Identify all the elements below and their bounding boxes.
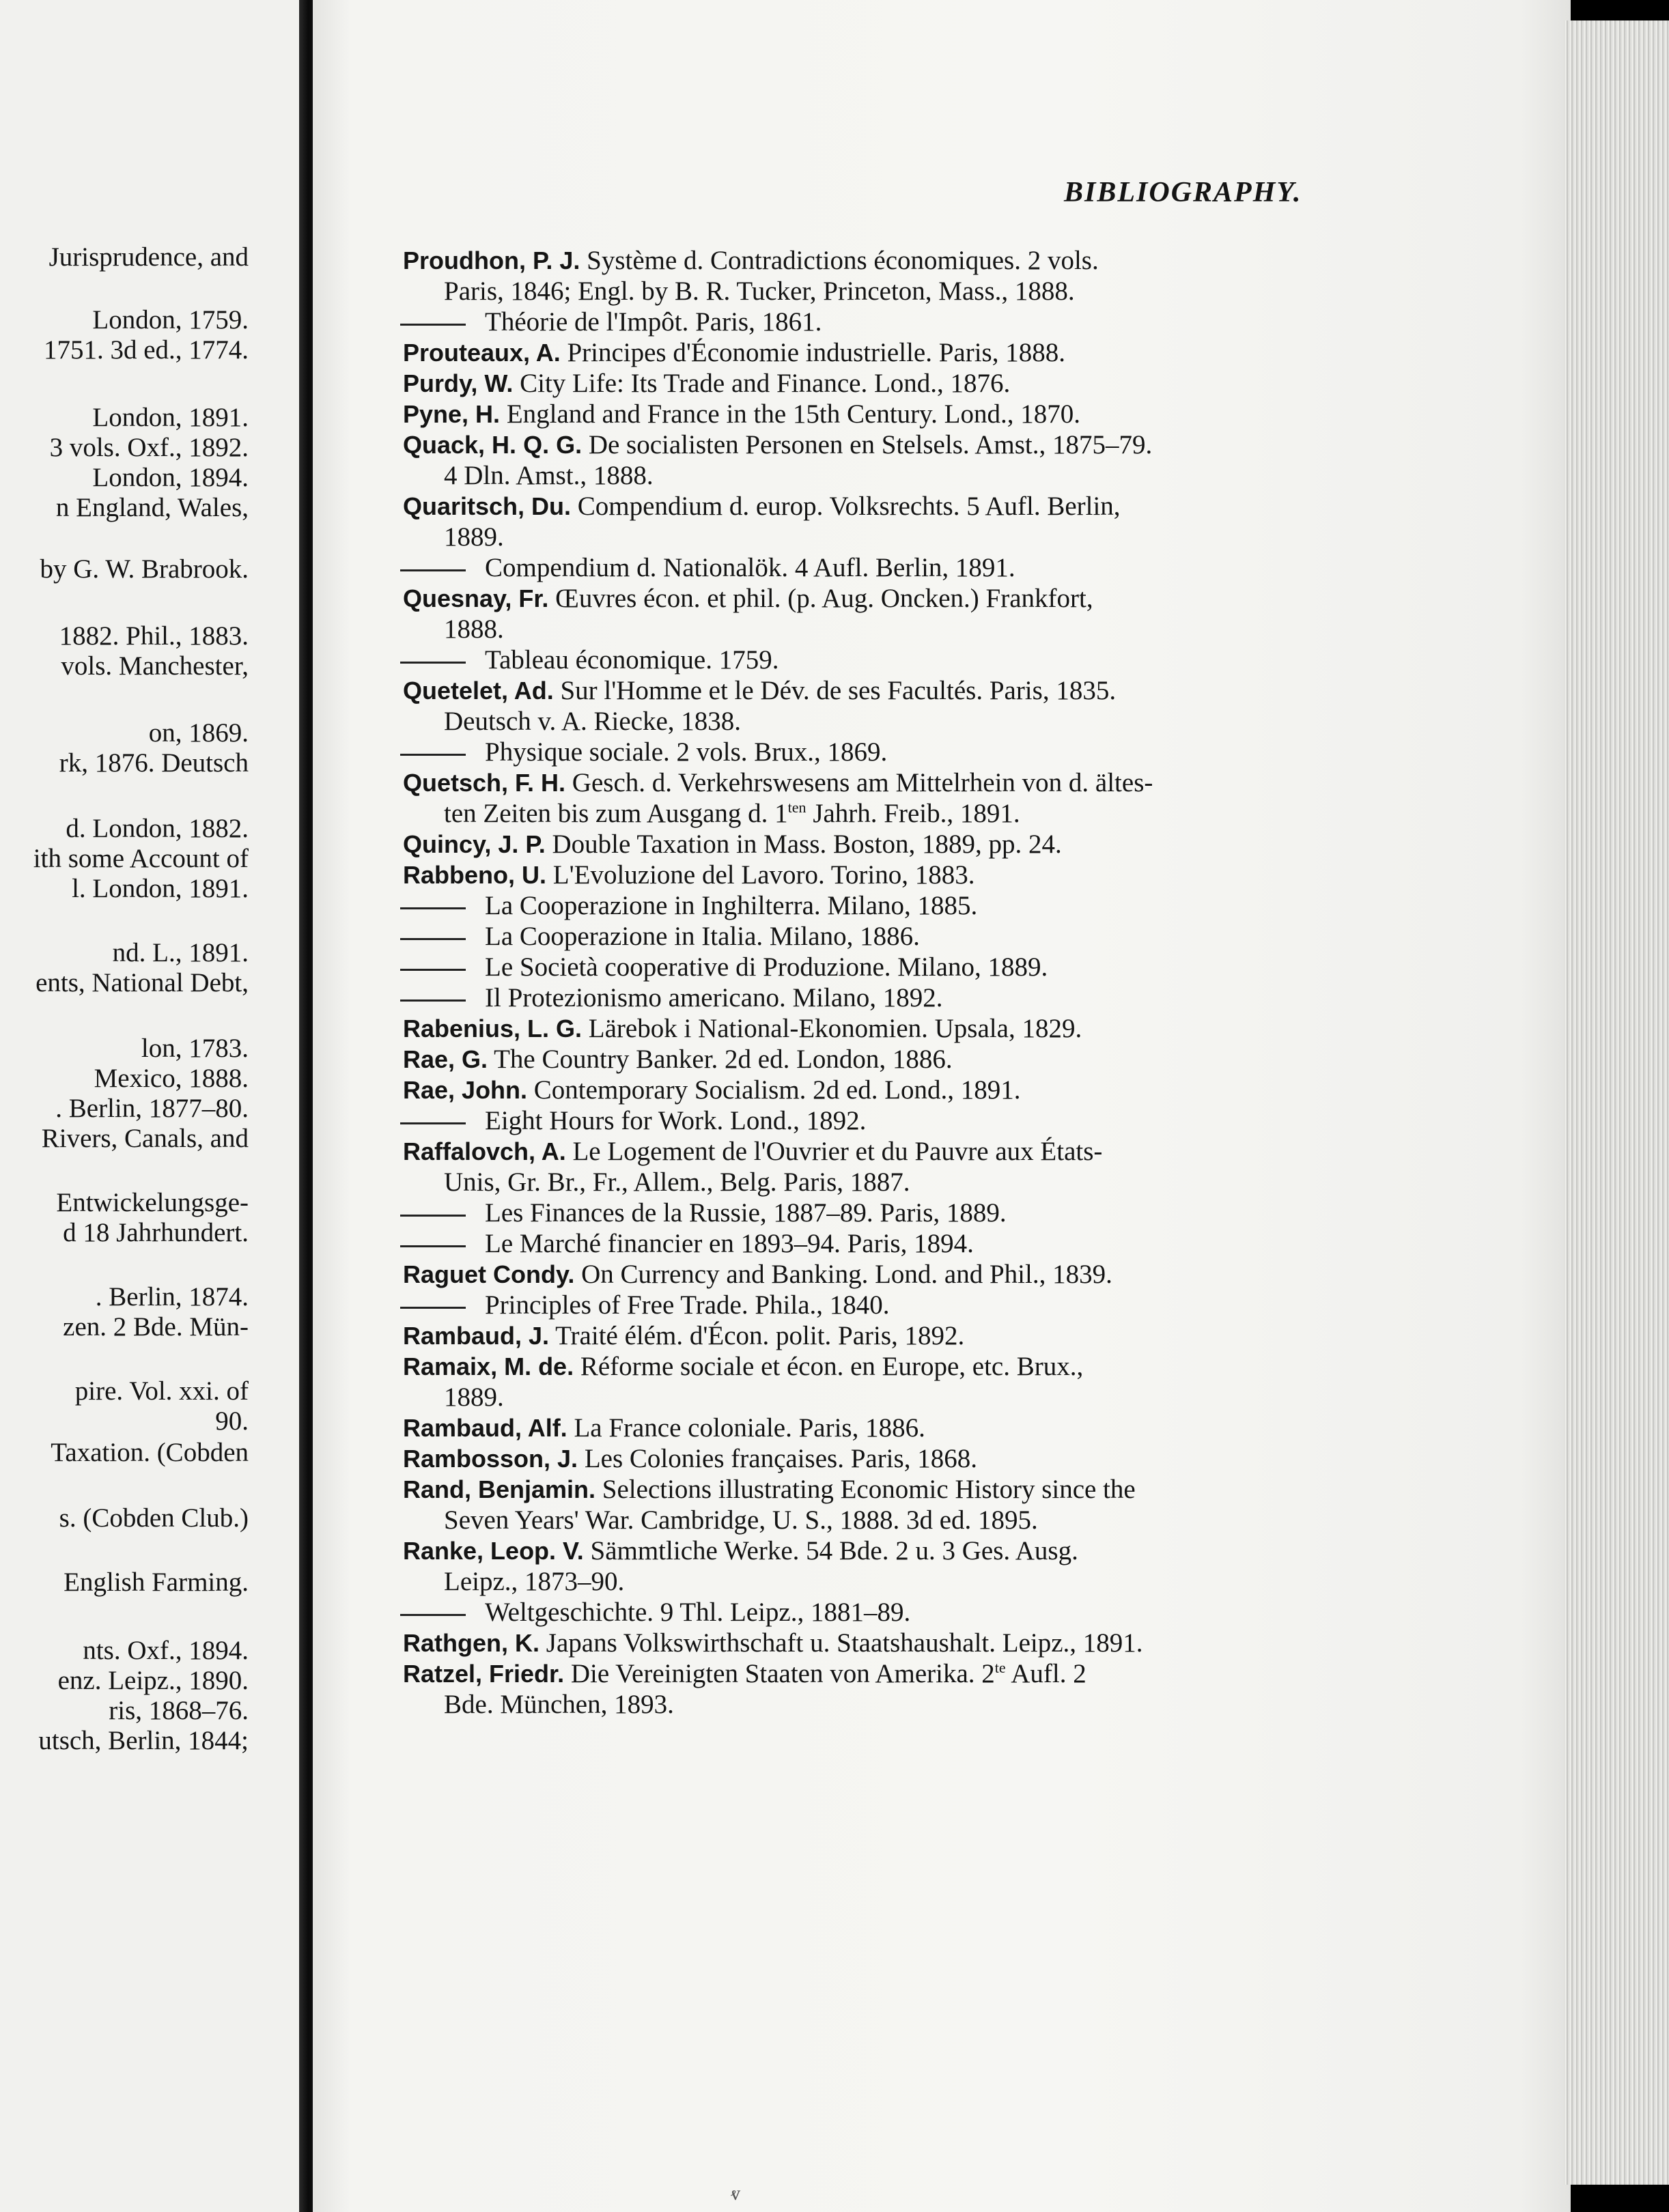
entry-text: Le Società cooperative di Produzione. Milano, 1889. [485,952,1048,982]
ditto-dash [400,969,466,971]
running-head: BIBLIOGRAPHY. [1064,177,1302,208]
entry-text: Compendium d. europ. Volksrechts. 5 Aufl. Berlin, [577,492,1121,521]
entry-author: Quaritsch, Du. [403,492,572,520]
entry-author: Quetelet, Ad. [403,677,554,705]
superscript: te [994,1659,1006,1676]
entry-text: Eight Hours for Work. Lond., 1892. [485,1106,867,1135]
entry-text: The Country Banker. 2d ed. London, 1886. [494,1045,953,1074]
book-page [313,0,1571,2212]
entry-text: Physique sociale. 2 vols. Brux., 1869. [485,737,888,767]
bibliography-entry-continuation [444,461,654,491]
bibliography-entry-continuation [444,1167,910,1197]
entry-text: Unis, Gr. Br., Fr., Allem., Belg. Paris, 1887. [444,1167,910,1197]
left-page-line: Rivers, Canals, and [41,1124,249,1153]
entry-author: Quincy, J. P. [403,830,546,858]
entry-text: Les Colonies françaises. Paris, 1868. [584,1444,977,1473]
bibliography-entry-continuation [444,799,1020,829]
entry-text: Leipz., 1873–90. [444,1567,625,1596]
left-page-line: lon, 1783. [141,1034,249,1063]
entry-text: Le Marché financier en 1893–94. Paris, 1894. [485,1229,974,1258]
bibliography-entry [403,830,1062,860]
bibliography-entry [403,584,1093,614]
superscript: ten [787,799,807,816]
left-page-line: English Farming. [64,1568,249,1597]
ditto-dash [400,999,466,1002]
entry-author: Rabenius, L. G. [403,1015,583,1043]
entry-author: Rand, Benjamin. [403,1475,596,1503]
left-page-line: ith some Account of [33,844,249,873]
bibliography-entry [403,338,1065,368]
ditto-dash [400,754,466,756]
bibliography-entry [403,1659,1086,1689]
bibliography-entry [400,307,822,337]
entry-text: On Currency and Banking. Lond. and Phil., 1839. [581,1260,1112,1289]
left-page-line: 3 vols. Oxf., 1892. [49,433,249,462]
entry-author: Ratzel, Friedr. [403,1660,565,1688]
bibliography-entry [400,737,887,767]
entry-text: Bde. München, 1893. [444,1690,674,1719]
left-page-line: . Berlin, 1874. [95,1282,249,1311]
entry-text: L'Evoluzione del Lavoro. Torino, 1883. [552,860,975,890]
left-page-line: zen. 2 Bde. Mün- [63,1312,249,1342]
bibliography-entry [400,553,1015,583]
bibliography-entry [400,1598,910,1628]
entry-text: Jahrh. Freib., 1891. [806,799,1020,828]
left-page-line: s. (Cobden Club.) [59,1503,249,1533]
entry-author: Rathgen, K. [403,1629,540,1657]
entry-text: Gesch. d. Verkehrswesens am Mittelrhein von d. ältes- [572,768,1153,797]
left-page-line: Entwickelungsge- [56,1188,249,1217]
left-page-line: 1882. Phil., 1883. [59,621,249,651]
left-page-line: London, 1759. [92,305,249,335]
left-page-line: vols. Manchester, [61,651,249,681]
bibliography-entry [400,1229,974,1259]
left-page-line: by G. W. Brabrook. [40,554,249,584]
entry-text: Seven Years' War. Cambridge, U. S., 1888. 3d ed. 1895. [444,1505,1038,1535]
bibliography-entry [403,1014,1082,1044]
ditto-dash [400,938,466,940]
bibliography-entry [403,1475,1136,1505]
entry-author: Rambaud, J. [403,1322,550,1350]
left-page-line: London, 1891. [92,403,249,432]
entry-text: Réforme sociale et écon. en Europe, etc. Brux., [580,1352,1084,1381]
ditto-dash [400,1122,466,1124]
entry-author: Pyne, H. [403,400,501,428]
entry-text: Le Logement de l'Ouvrier et du Pauvre aux États- [572,1137,1103,1166]
entry-text: Traité élém. d'Écon. polit. Paris, 1892. [555,1321,965,1350]
entry-text: Principes d'Économie industrielle. Paris, 1888. [567,338,1065,367]
left-page-line: pire. Vol. xxi. of [74,1376,249,1406]
left-page-line: nts. Oxf., 1894. [83,1636,249,1665]
left-page-line: d 18 Jahrhundert. [63,1218,249,1247]
entry-text: 1889. [444,522,504,552]
left-page-line: utsch, Berlin, 1844; [38,1726,249,1755]
entry-text: La France coloniale. Paris, 1886. [574,1413,925,1443]
entry-text: La Cooperazione in Italia. Milano, 1886. [485,922,920,951]
entry-text: Sämmtliche Werke. 54 Bde. 2 u. 3 Ges. Ausg. [590,1536,1078,1565]
bibliography-entry-continuation [444,707,741,737]
bibliography-entry-continuation [444,1382,504,1413]
ditto-dash [400,324,466,326]
entry-author: Quesnay, Fr. [403,584,549,612]
entry-text: Double Taxation in Mass. Boston, 1889, pp. 24. [552,830,1062,859]
bibliography-entry [403,860,974,890]
entry-author: Ranke, Leop. V. [403,1537,584,1565]
bibliography-entry [403,369,1010,399]
left-page-line: n England, Wales, [55,493,249,522]
left-page-line: d. London, 1882. [66,814,249,843]
bibliography-entry [403,430,1152,460]
ditto-dash [400,907,466,909]
entry-author: Quack, H. Q. G. [403,431,583,459]
bibliography-entry [400,922,920,952]
bibliography-entry-continuation [444,1690,674,1720]
bibliography-entry [403,246,1099,276]
entry-text: Principles of Free Trade. Phila., 1840. [485,1290,890,1320]
bibliography-entry [403,1075,1021,1105]
ditto-dash [400,1215,466,1217]
entry-author: Rambosson, J. [403,1445,578,1473]
entry-author: Raffalovch, A. [403,1137,566,1165]
left-page-line: enz. Leipz., 1890. [57,1666,249,1695]
page-edges [1564,20,1669,2185]
bibliography-entry [403,1260,1112,1290]
entry-text: Deutsch v. A. Riecke, 1838. [444,707,742,736]
bibliography-entry-continuation [444,276,1075,307]
bibliography-entry [400,952,1048,982]
entry-author: Rae, G. [403,1045,488,1073]
left-page-line: . Berlin, 1877–80. [55,1094,249,1123]
bibliography-entry-continuation [444,1505,1038,1535]
left-page-line: nd. L., 1891. [112,938,249,967]
entry-text: 4 Dln. Amst., 1888. [444,461,654,490]
bibliography-entry [403,1536,1078,1566]
entry-author: Prouteaux, A. [403,339,561,367]
entry-text: Weltgeschichte. 9 Thl. Leipz., 1881–89. [485,1598,911,1627]
bibliography-entry [403,676,1116,706]
entry-text: Contemporary Socialism. 2d ed. Lond., 1891. [533,1075,1021,1105]
left-page-line: on, 1869. [148,718,249,748]
entry-text: Aufl. 2 [1005,1659,1086,1688]
left-page-line: 1751. 3d ed., 1774. [43,335,249,365]
entry-text: City Life: Its Trade and Finance. Lond., 1876. [520,369,1011,398]
left-page-line: rk, 1876. Deutsch [59,748,249,778]
entry-author: Proudhon, P. J. [403,246,580,274]
bibliography-entry-continuation [444,1567,624,1597]
ditto-dash [400,569,466,571]
entry-text: Japans Volkswirthschaft u. Staatshaushalt. Leipz., 1891. [546,1628,1143,1658]
entry-author: Rae, John. [403,1076,528,1104]
left-page-line: l. London, 1891. [72,874,249,903]
entry-text: Sur l'Homme et le Dév. de ses Facultés. Paris, 1835. [560,676,1117,705]
bibliography-entry [400,983,942,1013]
facing-page-left [0,0,299,2212]
bibliography-entry [403,1628,1143,1658]
left-page-line: 90. [215,1406,249,1436]
entry-author: Ramaix, M. de. [403,1352,574,1380]
bibliography-entry [403,1137,1102,1167]
left-page-line: London, 1894. [92,463,249,492]
entry-text: Il Protezionismo americano. Milano, 1892. [485,983,943,1012]
signature-mark: ⱴ [731,2182,741,2204]
bibliography-entry [403,1045,953,1075]
entry-text: Théorie de l'Impôt. Paris, 1861. [485,307,822,337]
entry-text: Tableau économique. 1759. [485,645,779,675]
entry-text: Die Vereinigten Staaten von Amerika. 2 [570,1659,995,1688]
left-page-line: ris, 1868–76. [109,1696,249,1725]
entry-text: Paris, 1846; Engl. by B. R. Tucker, Princeton, Mass., 1888. [444,276,1075,306]
bibliography-entry [400,1198,1007,1228]
entry-text: De socialisten Personen en Stelsels. Amst., 1875–79. [588,430,1153,459]
entry-text: Selections illustrating Economic History since the [602,1475,1136,1504]
entry-text: Compendium d. Nationalök. 4 Aufl. Berlin, 1891. [485,553,1015,582]
bibliography-entry [400,1106,866,1136]
entry-text: La Cooperazione in Inghilterra. Milano, 1885. [485,891,978,920]
left-page-line: Taxation. (Cobden [51,1438,249,1467]
bibliography-entry-continuation [444,522,504,552]
bibliography-entry [403,1321,964,1351]
ditto-dash [400,1614,466,1616]
entry-author: Rabbeno, U. [403,861,547,889]
entry-text: 1888. [444,614,504,644]
entry-text: Les Finances de la Russie, 1887–89. Paris, 1889. [485,1198,1007,1228]
bibliography-entry [400,1290,890,1320]
entry-text: England and France in the 15th Century. Lond., 1870. [506,399,1080,429]
bibliography-entry [403,1444,977,1474]
left-page-line: Mexico, 1888. [94,1064,249,1093]
left-page-line: Jurisprudence, and [48,242,249,272]
bibliography-entry [403,1352,1083,1382]
entry-author: Rambaud, Alf. [403,1414,567,1442]
bibliography-entry [400,645,779,675]
ditto-dash [400,662,466,664]
bibliography-entry-continuation [444,614,504,644]
entry-text: Œuvres écon. et phil. (p. Aug. Oncken.) Frankfort, [555,584,1093,613]
bibliography-entry [403,768,1153,798]
ditto-dash [400,1307,466,1309]
bibliography-entry [400,891,977,921]
bibliography-entry [403,399,1080,429]
ditto-dash [400,1245,466,1247]
entry-text: Système d. Contradictions économiques. 2 vols. [587,246,1099,275]
entry-text: Lärebok i National-Ekonomien. Upsala, 1829. [588,1014,1082,1043]
entry-author: Raguet Condy. [403,1260,575,1288]
bibliography-entry [403,1413,925,1443]
entry-author: Purdy, W. [403,369,514,397]
left-page-line: ents, National Debt, [36,968,249,997]
entry-author: Quetsch, F. H. [403,769,566,797]
entry-text: ten Zeiten bis zum Ausgang d. 1 [444,799,788,828]
entry-text: 1889. [444,1382,504,1412]
bibliography-entry [403,492,1121,522]
